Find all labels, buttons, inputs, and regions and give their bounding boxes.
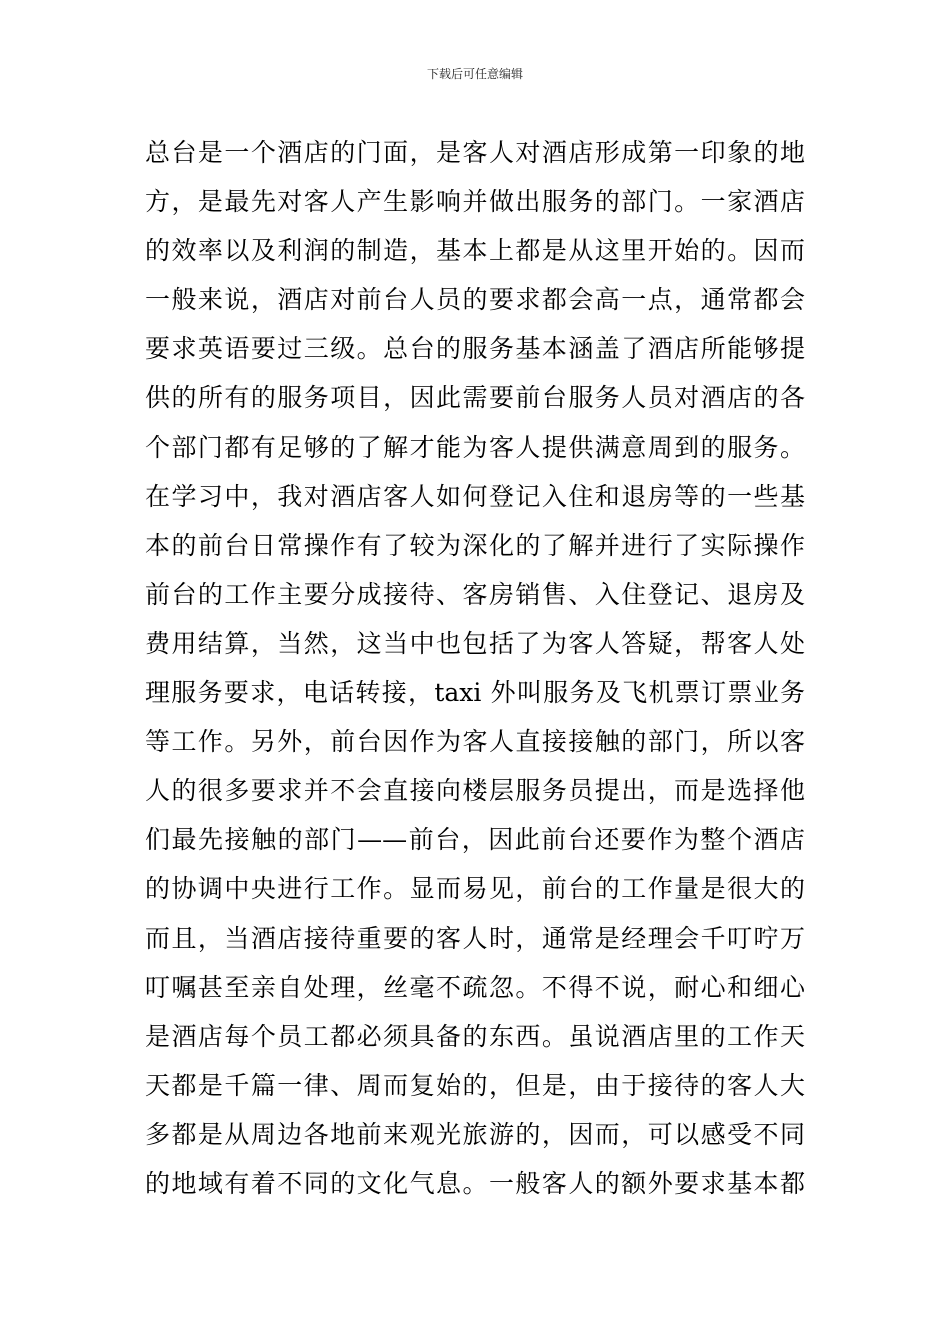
text-line: 的协调中央进行工作。显而易见，前台的工作量是很大的 [145,874,805,904]
text-line: 的效率以及利润的制造，基本上都是从这里开始的。因而 [145,236,805,266]
text-line: 等工作。另外，前台因作为客人直接接触的部门，所以客 [145,727,805,757]
text-line: 总台是一个酒店的门面，是客人对酒店形成第一印象的地 [145,138,805,167]
text-line: 理服务要求，电话转接，taxi 外叫服务及飞机票订票业务 [145,678,805,708]
text-line: 是酒店每个员工都必须具备的东西。虽说酒店里的工作天 [145,1021,805,1051]
text-line: 费用结算，当然，这当中也包括了为客人答疑，帮客人处 [145,628,805,658]
text-line: 人的很多要求并不会直接向楼层服务员提出，而是选择他 [145,776,805,806]
text-line: 要求英语要过三级。总台的服务基本涵盖了酒店所能够提 [145,334,805,364]
body-text [145,128,805,1208]
text-line: 而且，当酒店接待重要的客人时，通常是经理会千叮咛万 [145,923,805,953]
text-line: 个部门都有足够的了解才能为客人提供满意周到的服务。 [145,432,805,462]
text-line: 供的所有的服务项目，因此需要前台服务人员对酒店的各 [145,383,805,413]
text-line: 前台的工作主要分成接待、客房销售、入住登记、退房及 [145,579,805,609]
text-line: 的地域有着不同的文化气息。一般客人的额外要求基本都 [145,1168,805,1198]
page-header: 下载后可任意编辑 [426,67,523,81]
text-line: 天都是千篇一律、周而复始的，但是，由于接待的客人大 [145,1070,805,1100]
text-line: 在学习中，我对酒店客人如何登记入住和退房等的一些基 [145,481,805,511]
text-line: 叮嘱甚至亲自处理，丝毫不疏忽。不得不说，耐心和细心 [145,972,805,1002]
text-line: 们最先接触的部门——前台，因此前台还要作为整个酒店 [145,825,805,855]
text-line: 本的前台日常操作有了较为深化的了解并进行了实际操作 [145,530,805,560]
text-line: 方，是最先对客人产生影响并做出服务的部门。一家酒店 [145,187,805,217]
text-line: 一般来说，酒店对前台人员的要求都会高一点，通常都会 [145,285,805,315]
text-line: 多都是从周边各地前来观光旅游的，因而，可以感受不同 [145,1119,805,1149]
